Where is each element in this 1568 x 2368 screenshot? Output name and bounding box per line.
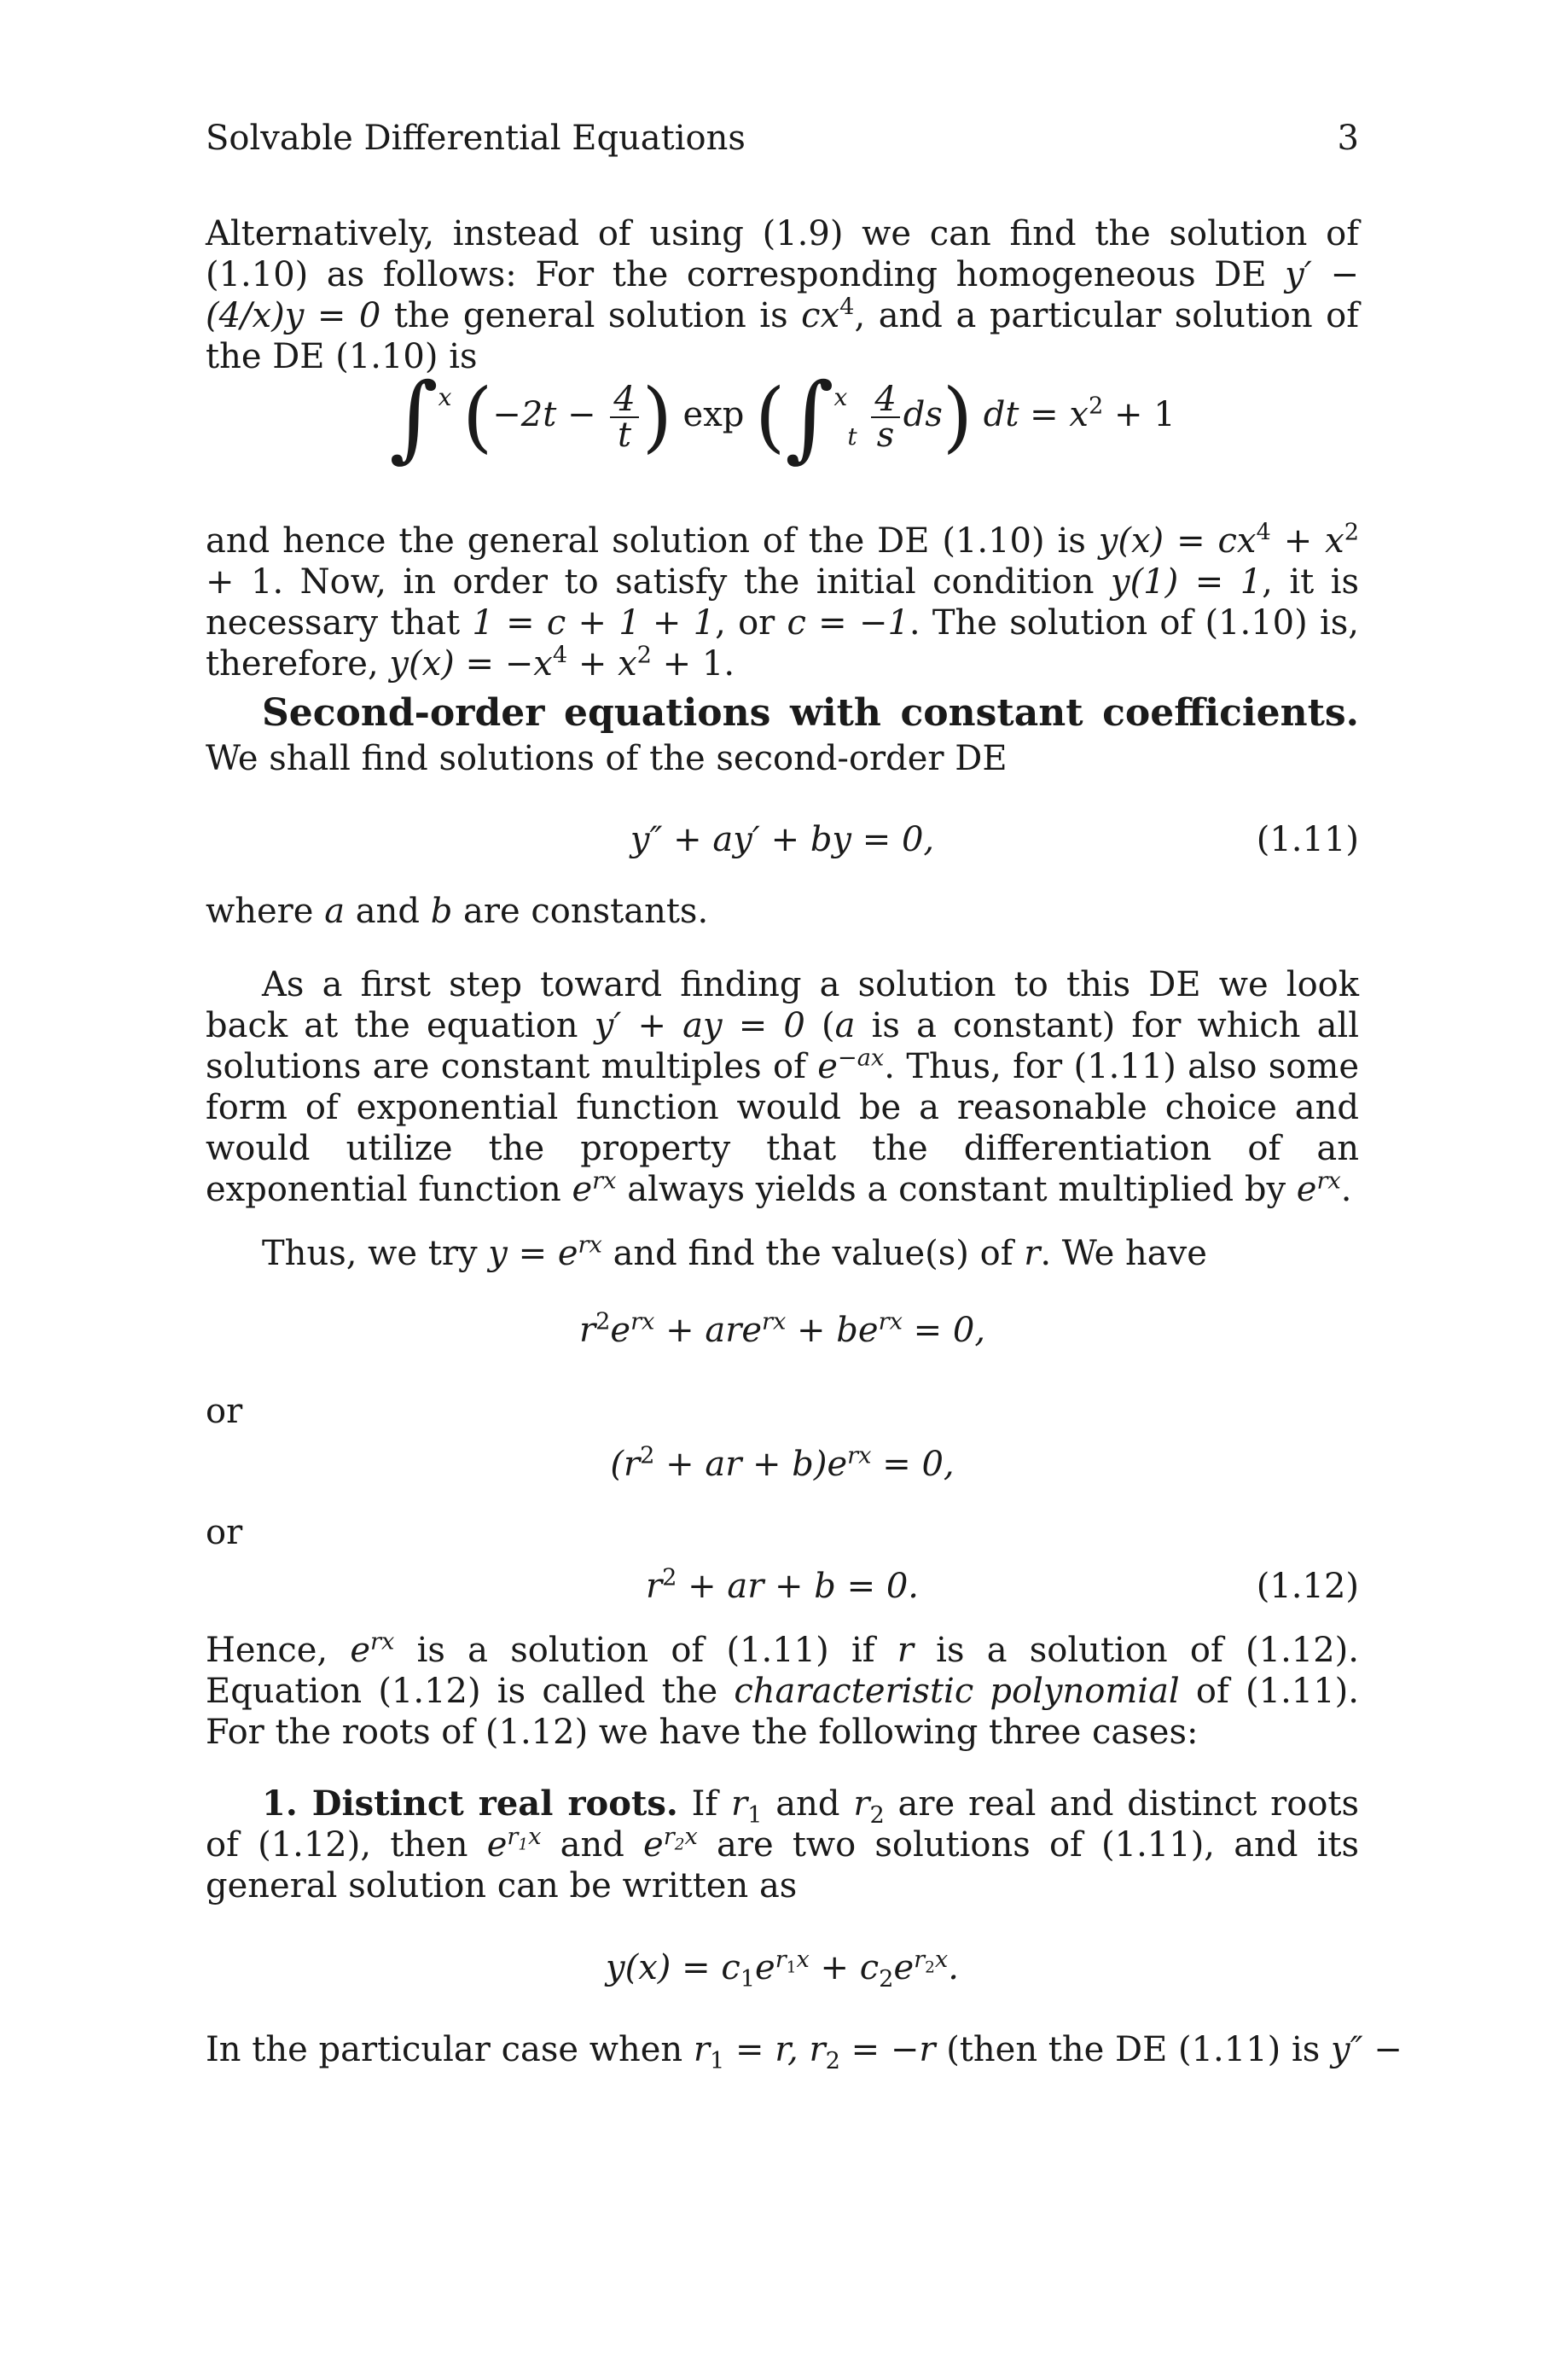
paragraph-constants: where a and b are constants. <box>206 892 709 931</box>
paragraph-characteristic-polynomial: Hence, $e^{rx}$ is a solution of (1.11) if r is a solution of (1.12). Equation (1.12) is called the characteristic polynomial of (1.11). For the roots of (1.12) we have the following three cases: <box>206 1628 1360 1752</box>
case-heading: 1. Distinct real roots. <box>262 1783 678 1824</box>
paragraph-alternative-solution: Alternatively, instead of using (1.9) we can find the solution of (1.10) as follows: For the corresponding homogeneous DE y′ − (4/x)y = 0 the general solution is $cx^4$, and a particular solution of the DE (1.10) is <box>206 214 1360 376</box>
paragraph-first-step: As a first step toward finding a solution to this DE we look back at the equation y′ + ay = 0 (a is a constant) for which all solutions are constant multiples of $e^{-ax}$. Thus, for (1.11) also some form of exponential function would be a reasonable choice and would utilize the property that the differentiation of an exponential function $e^{rx}$ always yields a constant multiplied by $e^{rx}$. <box>206 965 1360 1209</box>
running-head-title: Solvable Differential Equations <box>206 119 746 158</box>
paragraph-distinct-real-roots: 1. Distinct real roots. If $r_1$ and $r_2$ are real and distinct roots of (1.12), then $e^{r_1x}$ and $e^{r_2x}$ are two solutions of (1.11), and its general solution can be written as <box>206 1783 1359 1905</box>
equation-tag: (1.12) <box>1256 1567 1359 1606</box>
section-heading: Second-order equations with constant coefficients. <box>262 691 1359 735</box>
connector-or-1: or <box>206 1392 243 1431</box>
section-intro-paragraph: Second-order equations with constant coefficients. We shall find solutions of the second-order DE <box>206 691 1359 778</box>
paragraph-general-solution: and hence the general solution of the DE (1.10) is $y(x) = cx^4 + x^2 + 1$. Now, in order to satisfy the initial condition y(1) = 1, it is necessary that 1 = c + 1 + 1, or c = −1. The solution of (1.10) is, therefore, $y(x) = -x^4 + x^2 + 1$. <box>206 519 1360 684</box>
page-number: 3 <box>1337 119 1359 158</box>
document-page: Solvable Differential Equations 3 Alternatively, instead of using (1.9) we can find the solution of (1.10) as follows: For the corresponding homogeneous DE y′ − (4/x)y = 0 the general solution is $cx^4$, and a particular solution of the DE (1.10) is ∫$^x$ (−2t − $\frac{4}{t}$ ) exp (∫$^x_t$ $\frac{4}{s}$ ds) dt = $x^2 + 1$ and hence the general solution of the DE (1.10) is $y(x) = cx^4 + x^2 + 1$. Now, in order to satisfy the initial condition y(1) = 1, it is necessary that 1 = c + 1 + 1, or c = −1. The solution of (1.10) is, therefore, $y(x) = -x^4 + x^2 + 1$. Second-order equations with constant coefficients. We shall find solutions of the second-order DE y″ + ay′ + by = 0, (1.11) where a and b are constants. As a first step toward finding a solution to this DE we look back at the equation y′ + ay = 0 (a is a constant) for which all solutions are constant multiples of $e^{-ax}$. Thus, for (1.11) also some form of exponential function would be a reasonable choice and would utilize the property that the differentiation of an exponential function $e^{rx}$ always yields a constant multiplied by $e^{rx}$. Thus, we try $y = e^{rx}$ and find the value(s) of r. We have $r^2e^{rx} + are^{rx} + be^{rx} = 0$, or ($r^2$ + ar + $b)e^{rx} = 0$, or $r^2$ + ar + b = 0. (1.12) Hence, $e^{rx}$ is a solution of (1.11) if r is a solution of (1.12). Equation (1.12) is called the characteristic polynomial of (1.11). For the roots of (1.12) we have the following three cases: 1. Distinct real roots. If $r_1$ and $r_2$ are real and distinct roots of (1.12), then $e^{r_1x}$ and $e^{r_2x}$ are two solutions of (1.11), and its general solution can be written as $y(x) = c_1e^{r_1x} + c_2e^{r_2x}$. In the particular case when $r_1 = r$, $r_2 = -r$ (then the DE (1.11) is y″ − <box>206 119 1402 2074</box>
equation-tag: (1.11) <box>1256 820 1359 859</box>
paragraph-particular-case: In the particular case when $r_1 = r$, $r_2 = -r$ (then the DE (1.11) is y″ − <box>206 2030 1402 2074</box>
emphasis-characteristic-polynomial: characteristic polynomial <box>734 1672 1180 1711</box>
running-head <box>206 118 1359 159</box>
paragraph-try-exponential: Thus, we try $y = e^{rx}$ and find the value(s) of r. We have <box>262 1231 1207 1273</box>
connector-or-2: or <box>206 1513 243 1552</box>
